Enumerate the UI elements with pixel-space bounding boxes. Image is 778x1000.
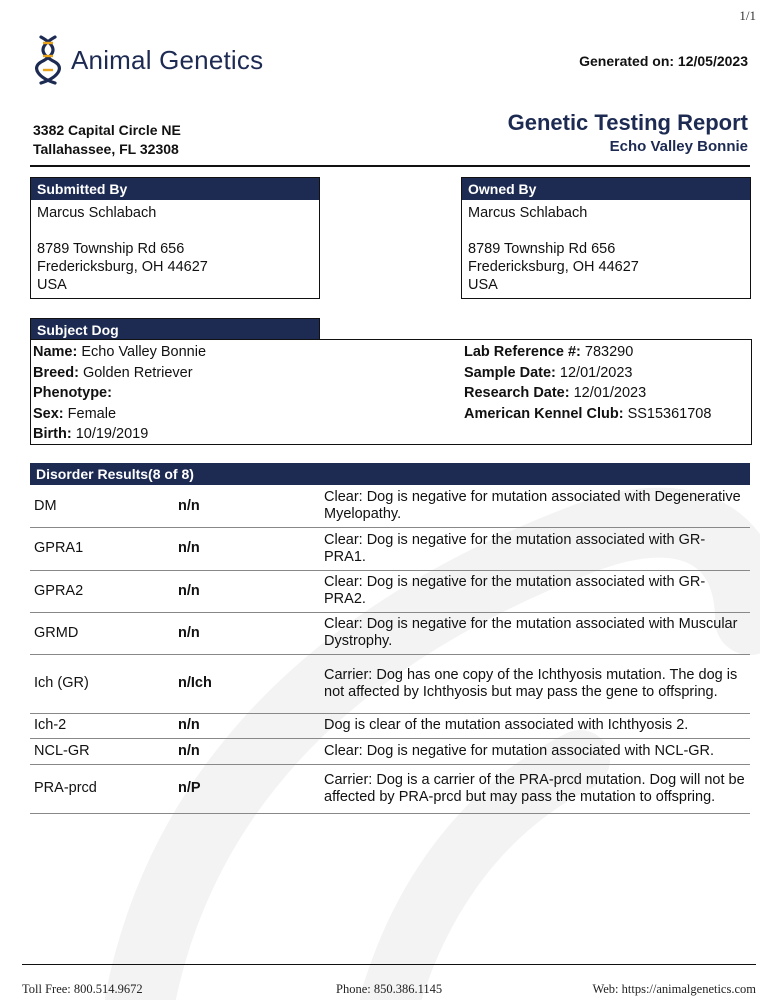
table-row xyxy=(30,527,750,570)
disorder-description: Clear: Dog is negative for the mutation associated with GR-PRA2. xyxy=(320,570,750,612)
subject-sex-row: Sex: Female xyxy=(33,405,117,422)
submitter-city: Fredericksburg, OH 44627 xyxy=(37,259,208,275)
submitted-by-title: Submitted By xyxy=(31,178,319,200)
disorder-name: DM xyxy=(30,486,174,527)
disorder-genotype: n/n xyxy=(174,486,320,527)
footer-toll-free: Toll Free: 800.514.9672 xyxy=(22,982,143,996)
owner-country: USA xyxy=(468,277,498,293)
disorder-description: Dog is clear of the mutation associated with Ichthyosis 2. xyxy=(320,713,750,738)
subject-name-row: Name: Echo Valley Bonnie xyxy=(33,344,207,360)
disorder-results-title: Disorder Results(8 of 8) xyxy=(30,463,750,485)
disorder-description: Carrier: Dog has one copy of the Ichthyosis mutation. The dog is not affected by Ichthyosis but may pass the gene to offspring. xyxy=(320,654,750,713)
disorder-genotype: n/n xyxy=(174,570,320,612)
subject-sex: Female xyxy=(67,405,117,422)
akc-row: American Kennel Club: SS15361708 xyxy=(464,405,712,422)
subject-dog-box xyxy=(30,339,752,445)
subject-dog-title: Subject Dog xyxy=(31,319,319,341)
subject-breed: Golden Retriever xyxy=(82,364,193,381)
address-line1: 3382 Capital Circle NE xyxy=(33,122,181,138)
submitter-name: Marcus Schlabach xyxy=(37,205,157,221)
footer-web: Web: https://animalgenetics.com xyxy=(592,982,756,996)
disorder-genotype: n/n xyxy=(174,612,320,654)
research-date: 12/01/2023 xyxy=(573,385,647,401)
lab-ref: 783290 xyxy=(584,344,634,360)
disorder-genotype: n/P xyxy=(174,764,320,813)
dna-helix-icon xyxy=(35,34,63,86)
report-title-block xyxy=(508,110,748,155)
generated-label: Generated on: xyxy=(579,53,675,69)
disorder-name: GPRA2 xyxy=(30,570,174,612)
table-row xyxy=(30,570,750,612)
sample-date-row: Sample Date: 12/01/2023 xyxy=(464,364,633,381)
subject-birth: 10/19/2019 xyxy=(75,426,149,442)
disorder-description: Clear: Dog is negative for mutation associated with NCL-GR. xyxy=(320,738,750,764)
owned-by-box xyxy=(461,177,751,299)
disorder-genotype: n/n xyxy=(174,527,320,570)
owner-city: Fredericksburg, OH 44627 xyxy=(468,259,639,275)
research-date-row: Research Date: 12/01/2023 xyxy=(464,385,647,401)
disorder-results-header xyxy=(30,463,750,485)
table-row xyxy=(30,612,750,654)
disorder-name: Ich-2 xyxy=(30,713,174,738)
disorder-description: Clear: Dog is negative for the mutation associated with GR-PRA1. xyxy=(320,527,750,570)
table-row xyxy=(30,486,750,527)
table-row xyxy=(30,764,750,813)
header-divider xyxy=(30,165,750,167)
generated-value: 12/05/2023 xyxy=(677,53,748,69)
lab-address xyxy=(33,121,181,159)
lab-ref-row: Lab Reference #: 783290 xyxy=(464,344,634,360)
subject-phenotype-row: Phenotype: xyxy=(33,385,112,401)
table-row xyxy=(30,738,750,764)
subject-right-column xyxy=(464,342,711,424)
disorder-genotype: n/n xyxy=(174,713,320,738)
disorder-genotype: n/Ich xyxy=(174,654,320,713)
sample-date: 12/01/2023 xyxy=(559,364,633,381)
footer-phone: Phone: 850.386.1145 xyxy=(336,982,443,996)
disorder-name: NCL-GR xyxy=(30,738,174,764)
owner-name: Marcus Schlabach xyxy=(468,205,588,221)
footer-divider xyxy=(22,964,756,965)
disorder-name: GPRA1 xyxy=(30,527,174,570)
disorder-description: Clear: Dog is negative for the mutation associated with Muscular Dystrophy. xyxy=(320,612,750,654)
logo-text: Animal Genetics xyxy=(71,44,264,75)
disorder-description: Clear: Dog is negative for mutation associated with Degenerative Myelopathy. xyxy=(320,486,750,527)
report-title: Genetic Testing Report xyxy=(507,110,748,135)
submitter-country: USA xyxy=(37,277,67,293)
page-number: 1/1 xyxy=(739,8,756,23)
disorder-name: Ich (GR) xyxy=(30,654,174,713)
subject-birth-row: Birth: 10/19/2019 xyxy=(33,426,149,442)
submitter-street: 8789 Township Rd 656 xyxy=(37,241,185,257)
table-row xyxy=(30,654,750,713)
submitted-by-box xyxy=(30,177,320,299)
table-row xyxy=(30,713,750,738)
owned-by-title: Owned By xyxy=(462,178,750,200)
disorder-name: PRA-prcd xyxy=(30,764,174,813)
disorder-genotype: n/n xyxy=(174,738,320,764)
address-line2: Tallahassee, FL 32308 xyxy=(33,141,179,157)
disorder-name: GRMD xyxy=(30,612,174,654)
generated-date xyxy=(579,53,748,69)
disorder-results-table xyxy=(30,486,750,814)
akc-number: SS15361708 xyxy=(627,405,712,422)
subject-breed-row: Breed: Golden Retriever xyxy=(33,364,193,381)
subject-name: Echo Valley Bonnie xyxy=(81,344,207,360)
report-dog-name: Echo Valley Bonnie xyxy=(609,138,748,155)
company-logo xyxy=(35,30,275,90)
owner-street: 8789 Township Rd 656 xyxy=(468,241,616,257)
disorder-description: Carrier: Dog is a carrier of the PRA-prcd mutation. Dog will not be affected by PRA-prcd but may pass the mutation to offspring. xyxy=(320,764,750,813)
subject-left-column xyxy=(33,342,206,445)
